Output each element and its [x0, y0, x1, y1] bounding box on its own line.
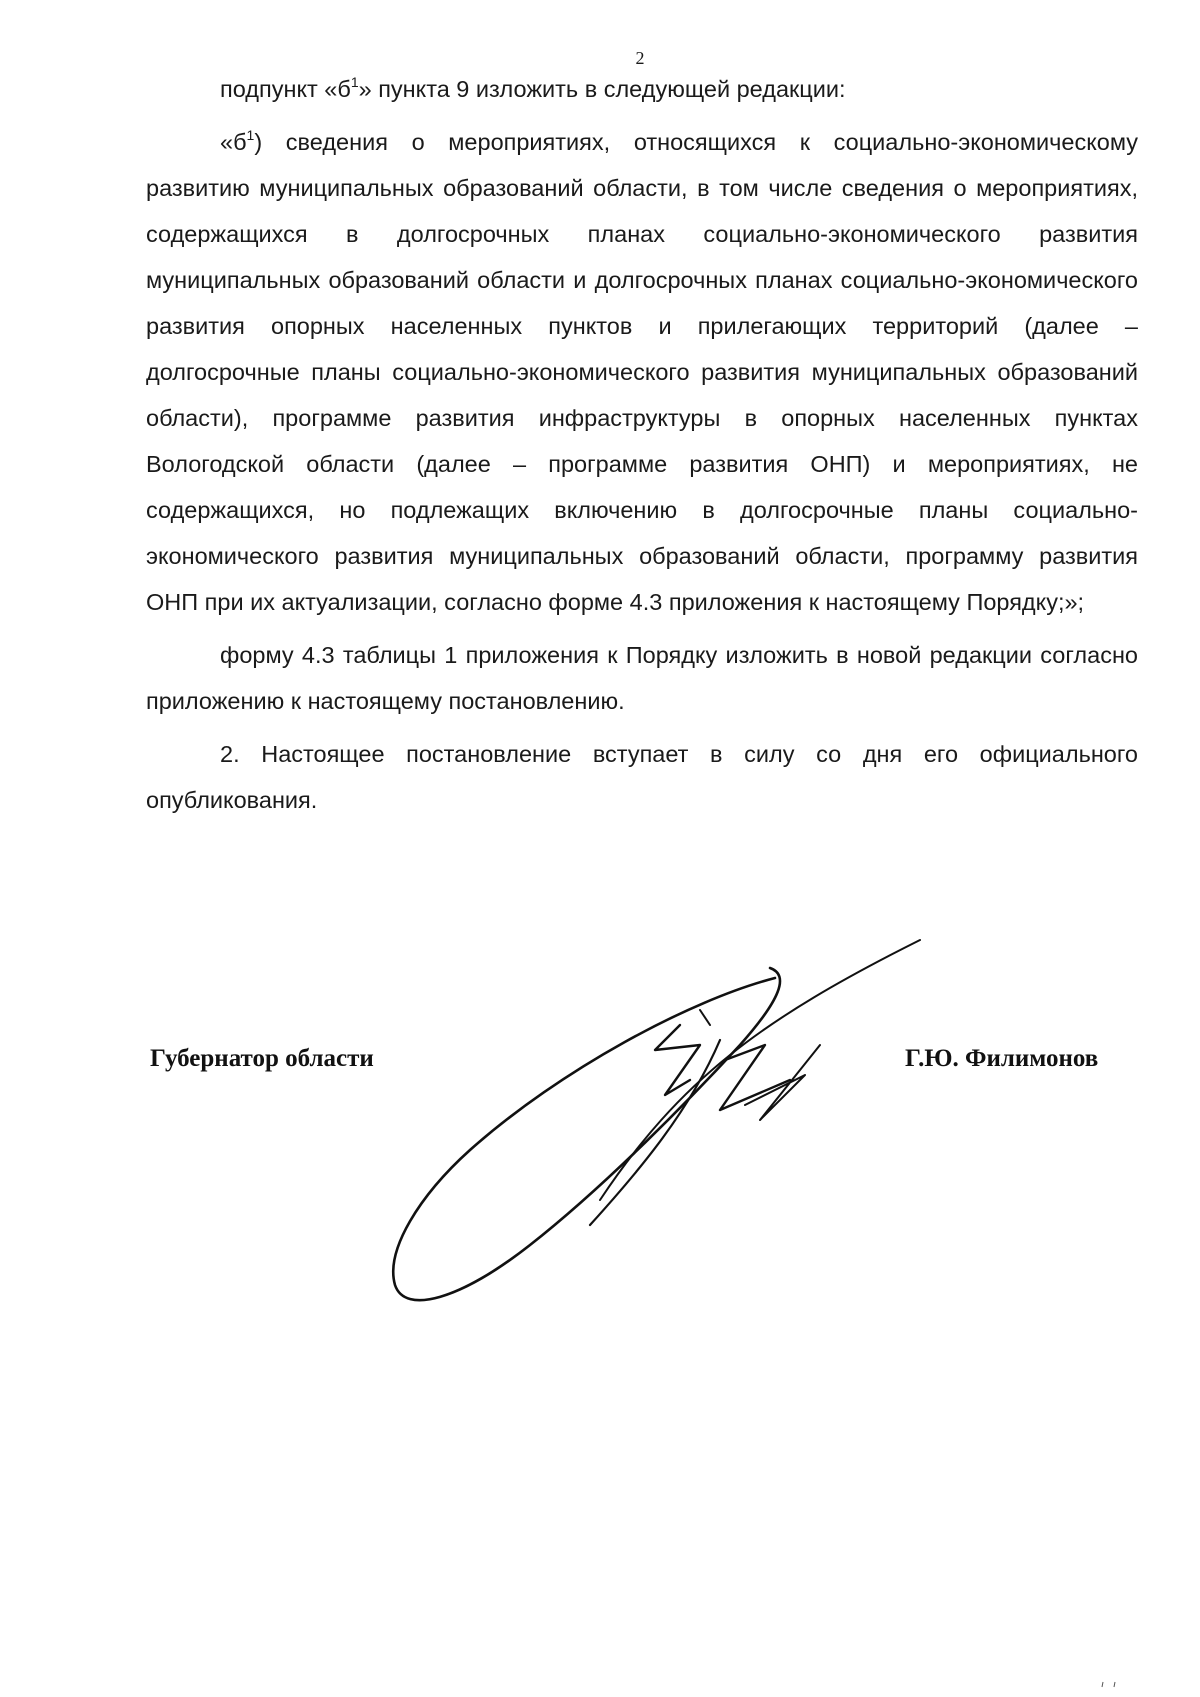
- superscript: 1: [246, 127, 255, 143]
- document-body: [146, 66, 1138, 823]
- signatory-name: Г.Ю. Филимонов: [905, 1045, 1099, 1072]
- page-number: 2: [635, 48, 645, 68]
- signature-zigzag-stroke-1: [655, 1025, 700, 1095]
- paragraph-1-text-end: » пункта 9 изложить в следующей редакции:: [358, 76, 846, 102]
- signature-tick-stroke: [700, 1010, 710, 1025]
- signature-zigzag-stroke-2: [720, 1045, 790, 1110]
- paragraph-3: форму 4.3 таблицы 1 приложения к Порядку изложить в новой редакции согласно приложению к настоящему постановлению.: [146, 642, 1138, 714]
- signature-zigzag-stroke-3: [745, 1045, 820, 1120]
- paragraph-4: 2. Настоящее постановление вступает в силу со дня его официального опубликования.: [146, 741, 1138, 813]
- signature-loop-stroke: [393, 968, 780, 1300]
- signature-slash-stroke: [590, 1040, 720, 1225]
- signature-long-stroke: [600, 940, 920, 1200]
- paragraph-2: [146, 119, 1138, 625]
- paragraph-2-text-start: «б: [220, 129, 247, 155]
- paragraph-2-text-end: ) сведения о мероприятиях, относящихся к социально-экономическому развитию муниципальных образований области, в том числе сведения о мероприятиях, содержащихся в долгосрочных планах социально-экономического развития муниципальных образований области и долгосрочных планах социально-экономического развития опорных населенных пунктов и прилегающих территорий (далее – долгосрочные планы социально-экономического развития муниципальных образований области), программе развития инфраструктуры в опорных населенных пунктах Вологодской области (далее – программе развития ОНП) и мероприятиях, не содержащихся, но подлежащих включению в долгосрочные планы социально-экономического развития муниципальных образований области, программу развития ОНП при их актуализации, согласно форме 4.3 приложения к настоящему Порядку;»;: [146, 129, 1138, 615]
- signatory-position: Губернатор области: [150, 1045, 374, 1072]
- scan-marks: [1100, 1678, 1120, 1688]
- superscript: 1: [350, 74, 359, 90]
- paragraph-1: [146, 66, 1138, 112]
- paragraph-1-text-start: подпункт «б: [220, 76, 351, 102]
